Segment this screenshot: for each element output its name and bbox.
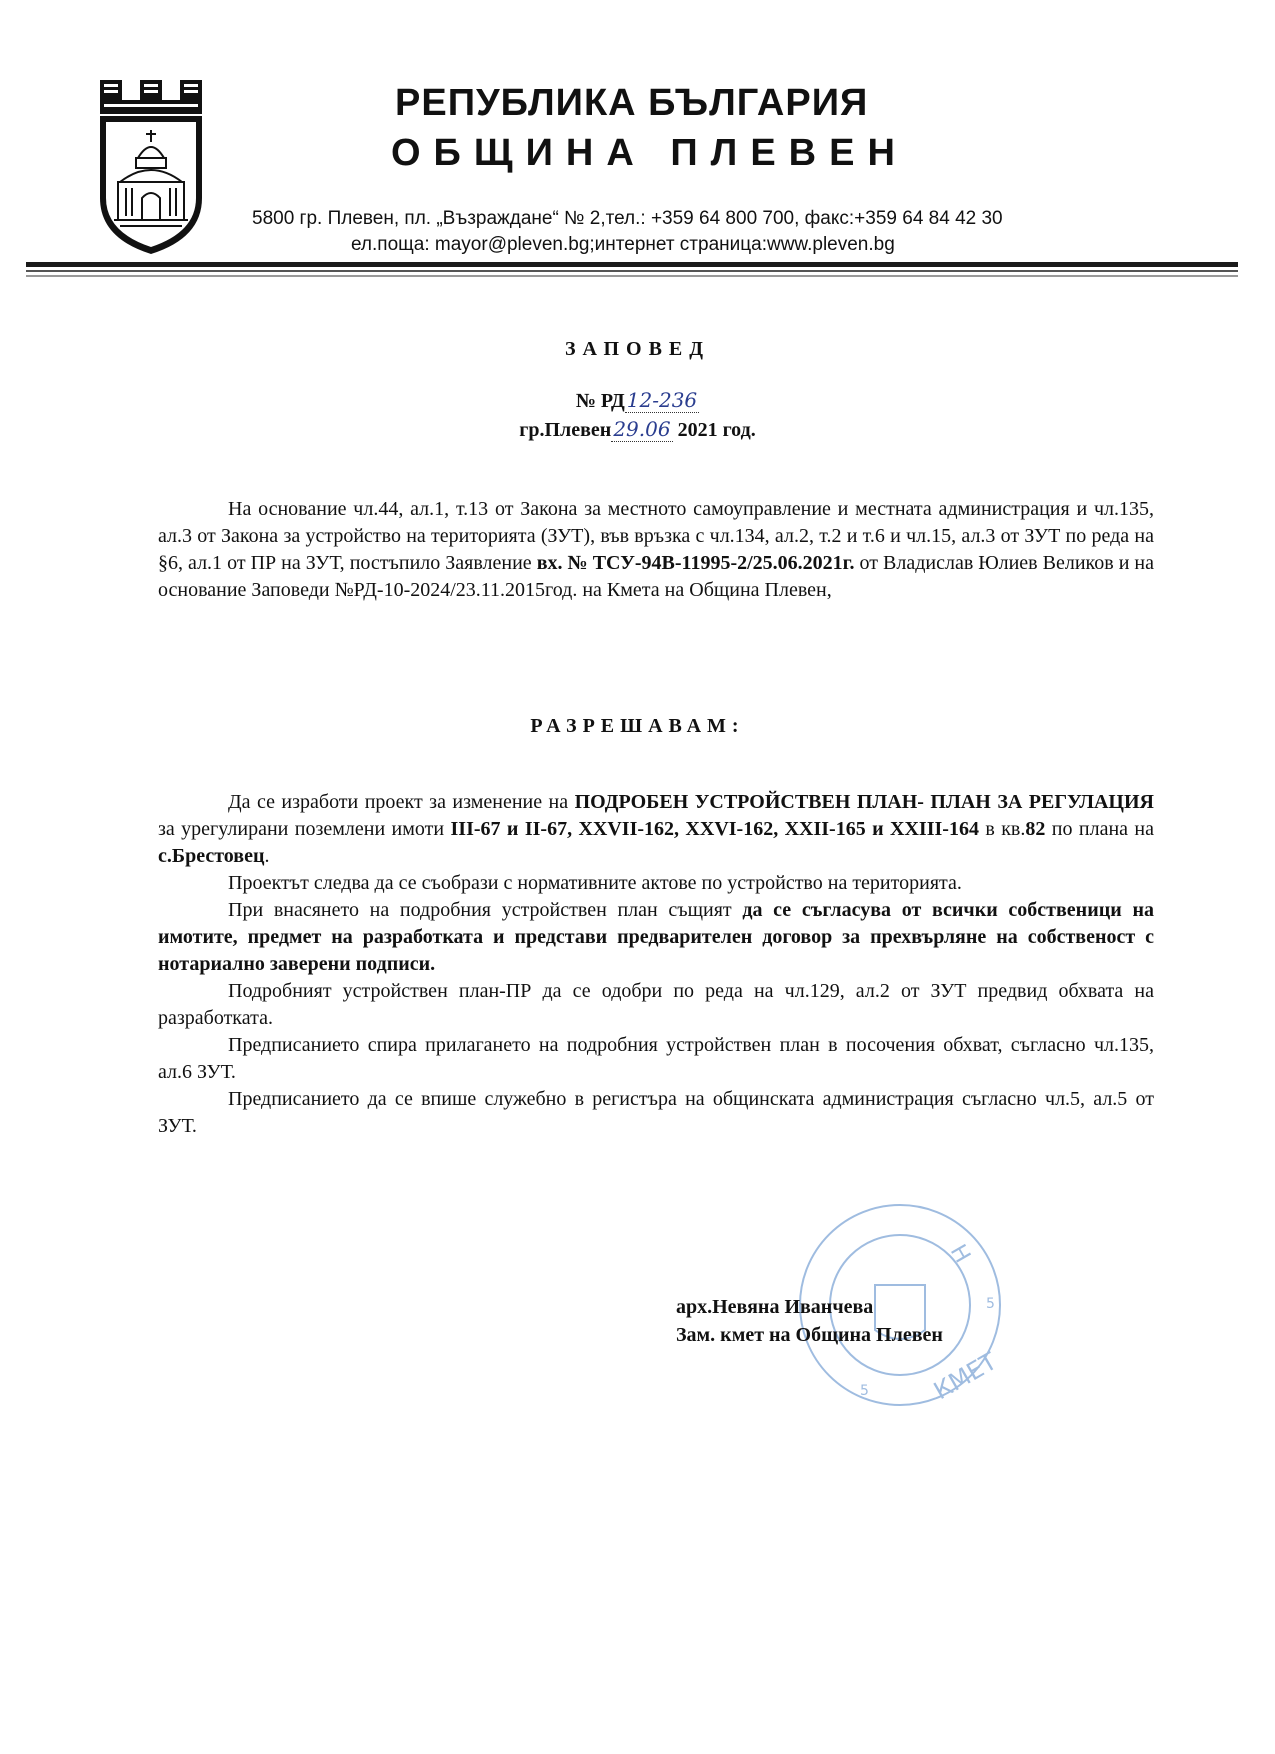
address-line: 5800 гр. Плевен, пл. „Възраждане“ № 2,тел.: +359 64 800 700, факс:+359 64 84 42 30 <box>252 208 1003 229</box>
letterhead-divider-thin <box>26 270 1238 272</box>
plan-title: ПОДРОБЕН УСТРОЙСТВЕН ПЛАН- ПЛАН ЗА РЕГУЛАЦИЯ <box>574 791 1154 813</box>
letterhead-divider <box>26 262 1238 267</box>
text: в кв. <box>978 818 1026 840</box>
letterhead-divider-faint <box>26 275 1238 277</box>
block-number: 82 <box>1025 818 1046 840</box>
order-place-prefix: гр.Плевен <box>519 419 612 441</box>
property-ids: III-67 и II-67, XXVII-162, XXVI-162, XXII-165 и XXIII-164 <box>450 818 979 840</box>
pleven-crest-icon <box>96 78 206 256</box>
order-number-prefix: № РД <box>575 390 625 412</box>
order-year: 2021 год. <box>677 419 756 441</box>
order-date-handwritten: 29.06 <box>613 417 671 441</box>
application-ref: вх. № ТСУ-94В-11995-2/25.06.2021г. <box>536 552 855 574</box>
signatory-position: Зам. кмет на Община Плевен <box>676 1324 943 1346</box>
text: . <box>264 845 270 867</box>
order-number-handwritten: 12-236 <box>626 388 698 412</box>
requirement-text: да се съгласува от всички собственици на имотите, предмет на разработката и представи предварителен договор за прехвърляне на собственост с нотариално заверени подписи. <box>158 899 1154 975</box>
text: Да се изработи проект за изменение на <box>228 791 575 813</box>
svg-text:Н: Н <box>944 1240 975 1268</box>
decree-paragraph-1 <box>158 789 1154 870</box>
text: за урегулирани поземлени имоти <box>158 818 451 840</box>
preamble-text: На основание чл.44, ал.1, т.13 от Закона за местното самоуправление и местната администрация и чл.135, ал.3 от Закона за устройство на територията (ЗУТ), във връзка с чл.134, ал.2, т.2 и т.6 и чл.15, ал.3 от ЗУТ по реда на §6, ал.1 от ПР на ЗУТ, постъпило Заявление <box>158 498 1154 574</box>
order-date-line <box>0 417 1275 442</box>
village-name: с.Брестовец <box>158 845 265 867</box>
decree-paragraph-6: Предписанието да се впише служебно в регистъра на общинската администрация съгласно чл.5, ал.5 от ЗУТ. <box>158 1088 1154 1137</box>
decree-paragraph-5: Предписанието спира прилагането на подробния устройствен план в посочения обхват, съгласно чл.135, ал.6 ЗУТ. <box>158 1034 1154 1083</box>
decree-body <box>158 789 1154 1140</box>
order-heading: ЗАПОВЕД <box>564 338 711 360</box>
decree-heading: РАЗРЕШАВАМ: <box>530 715 745 737</box>
svg-text:КМЕТ: КМЕТ <box>929 1347 1002 1406</box>
preamble-text-end: от Владислав Юлиев Великов и на основание Заповеди №РД-10-2024/23.11.2015год. на Кмета на Община Плевен, <box>158 552 1155 601</box>
municipality-title: ОБЩИНА ПЛЕВЕН <box>391 132 908 174</box>
text: по плана на <box>1045 818 1155 840</box>
decree-paragraph-3 <box>158 897 1154 978</box>
decree-paragraph-2: Проектът следва да се съобрази с нормативните актове по устройство на територията. <box>228 872 962 894</box>
text: При внасянето на подробния устройствен план същият <box>228 899 743 921</box>
signatory-name: арх.Невяна Иванчева <box>676 1296 874 1318</box>
decree-paragraph-4: Подробният устройствен план-ПР да се одобри по реда на чл.129, ал.2 от ЗУТ предвид обхвата на разработката. <box>158 980 1154 1029</box>
svg-text:5: 5 <box>860 1383 869 1399</box>
order-number-line <box>0 388 1275 413</box>
preamble-paragraph <box>158 496 1154 604</box>
country-title: РЕПУБЛИКА БЪЛГАРИЯ <box>395 82 869 124</box>
contact-line: ел.поща: mayor@pleven.bg;интернет страница:www.pleven.bg <box>351 234 895 255</box>
svg-text:5: 5 <box>986 1296 995 1312</box>
